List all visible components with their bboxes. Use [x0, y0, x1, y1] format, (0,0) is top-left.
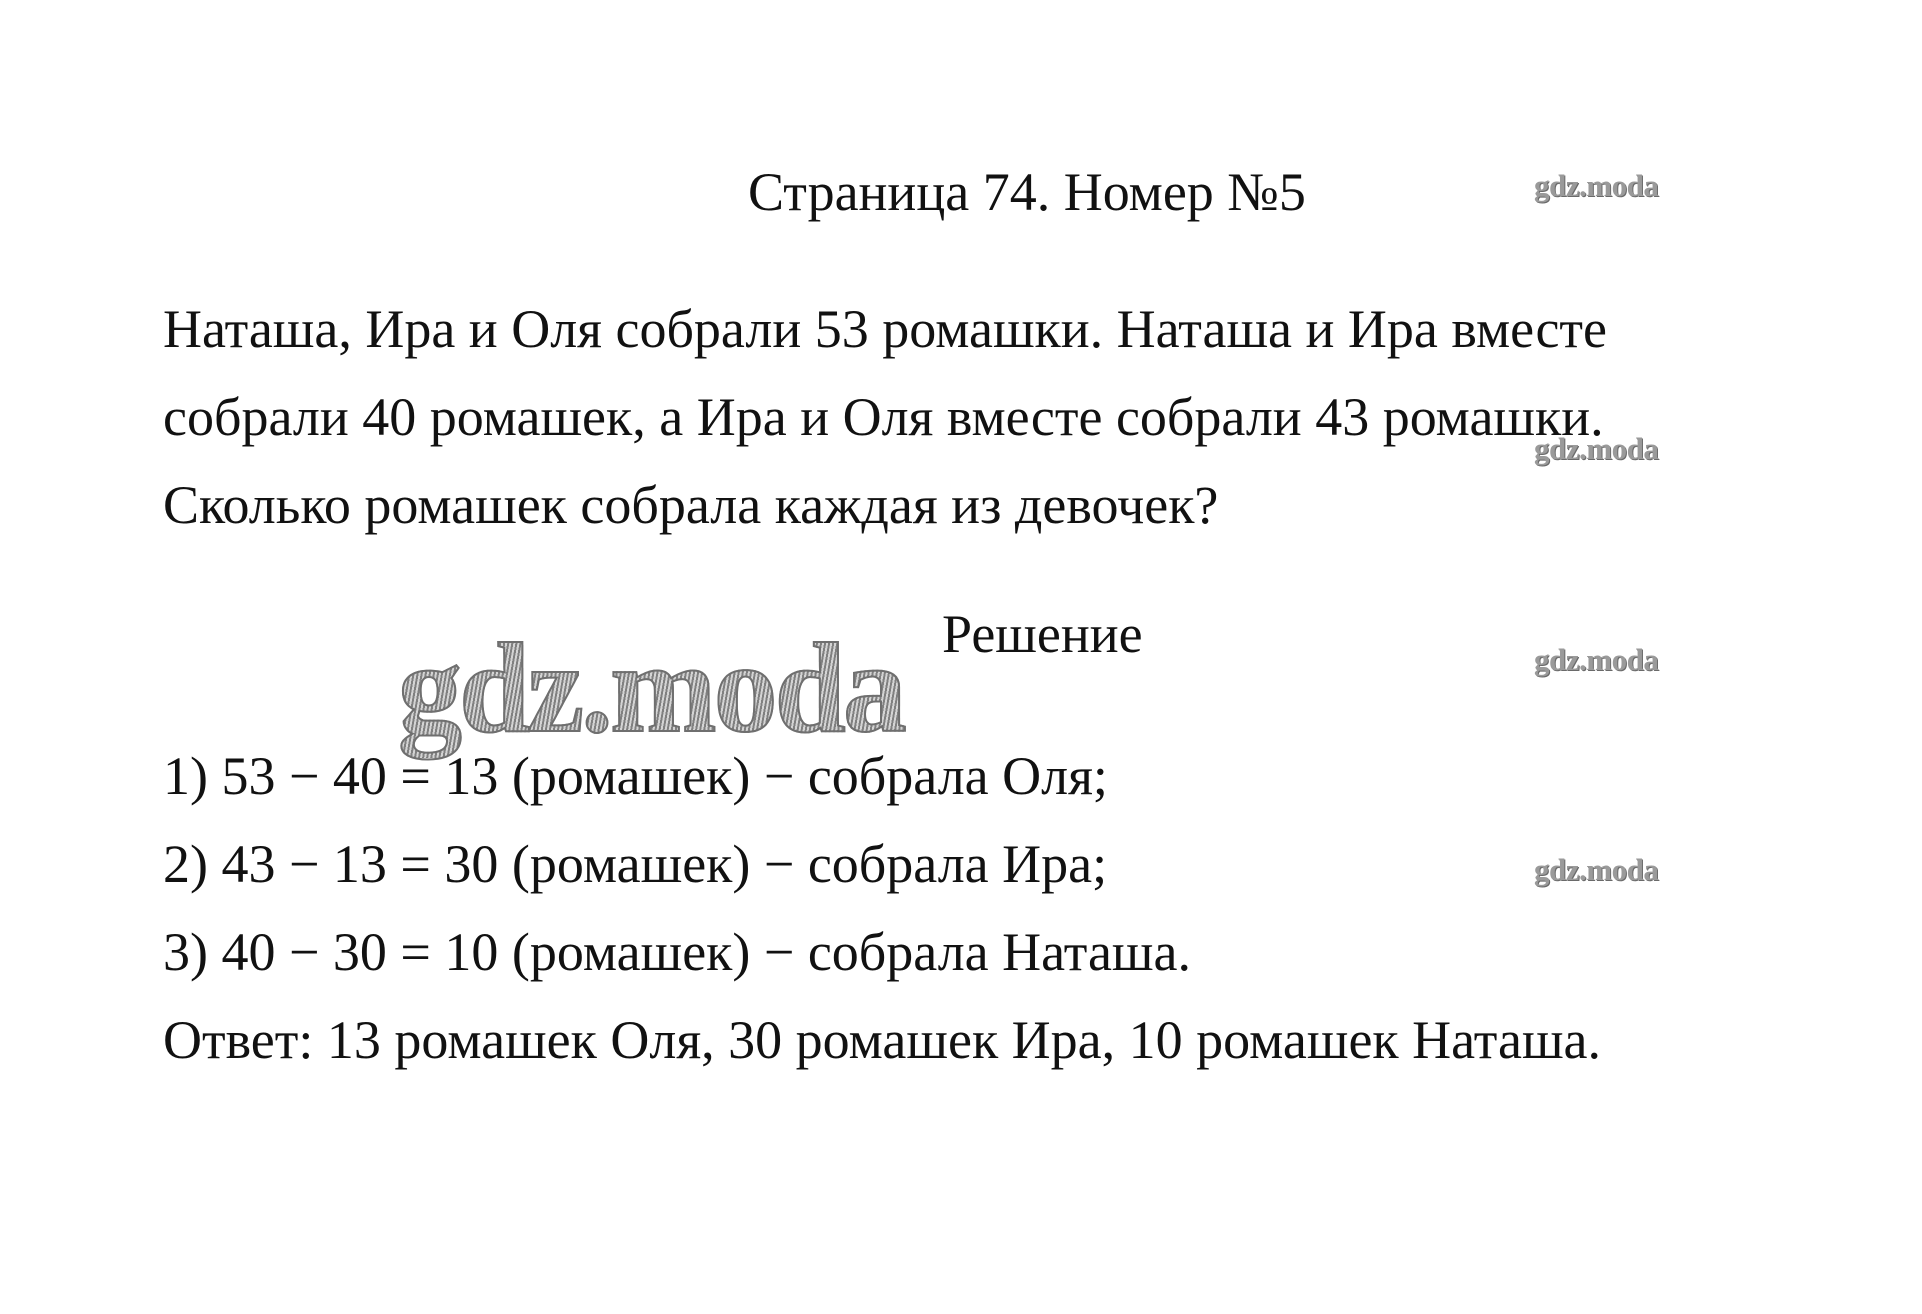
watermark-small: gdz.moda: [1534, 168, 1659, 203]
problem-line: собрали 40 ромашек, а Ира и Оля вместе собрали 43 ромашки.: [163, 387, 1604, 447]
watermark-small: gdz.moda: [1534, 852, 1659, 887]
watermark-large: gdz.moda: [398, 617, 904, 759]
problem-text: [163, 285, 1607, 549]
solution-step: 2) 43 − 13 = 30 (ромашек) − собрала Ира;: [163, 834, 1108, 894]
solution-step: 3) 40 − 30 = 10 (ромашек) − собрала Наташа.: [163, 922, 1191, 982]
solution-heading: Решение: [942, 604, 1143, 664]
watermark-small: gdz.moda: [1534, 642, 1659, 677]
page-title: Страница 74. Номер №5: [748, 162, 1306, 222]
solution-steps: [163, 732, 1601, 1084]
watermark-small: gdz.moda: [1534, 431, 1659, 466]
solution-step: 1) 53 − 40 = 13 (ромашек) − собрала Оля;: [163, 746, 1108, 806]
problem-line: Наташа, Ира и Оля собрали 53 ромашки. Наташа и Ира вместе: [163, 299, 1607, 359]
problem-line: Сколько ромашек собрала каждая из девочек?: [163, 475, 1219, 535]
answer-line: Ответ: 13 ромашек Оля, 30 ромашек Ира, 10 ромашек Наташа.: [163, 1010, 1602, 1070]
